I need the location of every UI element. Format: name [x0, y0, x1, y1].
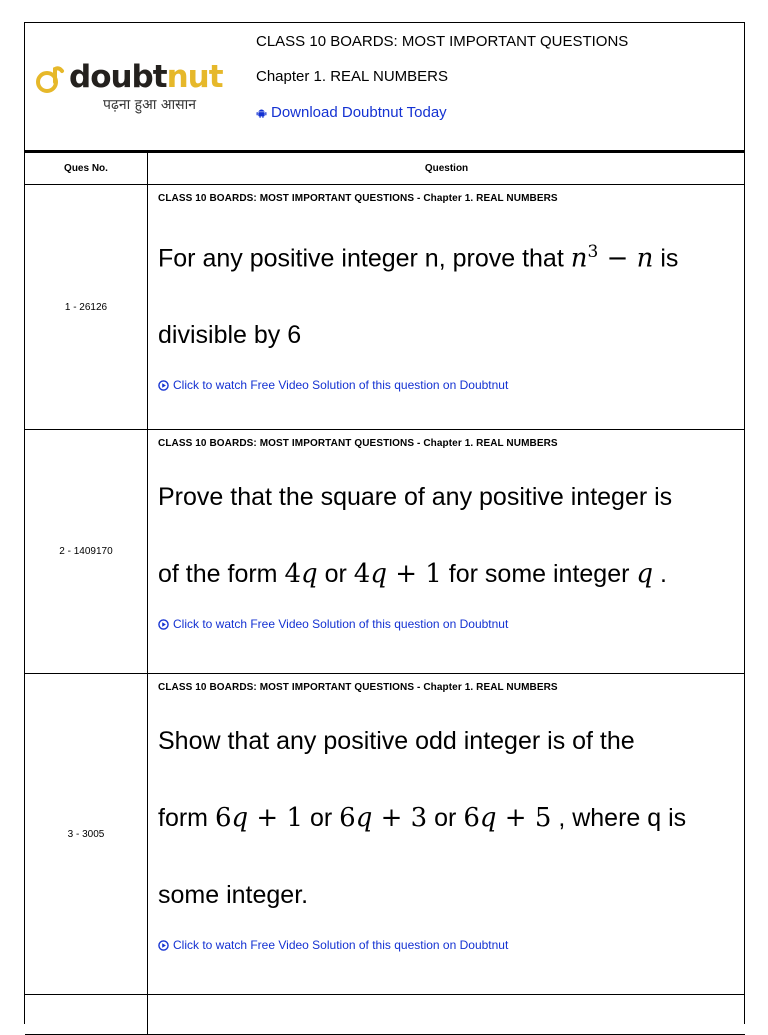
logo-wordmark: doubtnut — [69, 59, 223, 95]
play-icon — [158, 940, 169, 951]
question-cell — [148, 430, 746, 674]
question-number: 3 - 3005 — [25, 674, 148, 995]
question-source: CLASS 10 BOARDS: MOST IMPORTANT QUESTIONS - Chapter 1. REAL NUMBERS — [158, 193, 558, 204]
question-cell — [148, 674, 746, 995]
questions-table — [25, 152, 745, 1035]
video-solution-label: Click to watch Free Video Solution of this question on Doubtnut — [173, 938, 509, 952]
question-source: CLASS 10 BOARDS: MOST IMPORTANT QUESTIONS - Chapter 1. REAL NUMBERS — [158, 682, 558, 693]
video-solution-label: Click to watch Free Video Solution of this question on Doubtnut — [173, 378, 509, 393]
table-row — [25, 995, 745, 1035]
logo-tagline: पढ़ना हुआ आसान — [103, 97, 197, 113]
table-row — [25, 430, 745, 674]
question-text: For any positive integer n, prove that $n^3 - n$ is divisible by 6 — [158, 242, 679, 350]
question-number — [25, 995, 148, 1035]
download-app-link[interactable] — [256, 104, 447, 121]
question-cell — [148, 185, 746, 430]
column-header-question: Question — [148, 153, 746, 185]
document-page — [24, 22, 745, 1024]
video-solution-label: Click to watch Free Video Solution of this question on Doubtnut — [173, 617, 509, 631]
play-icon — [158, 380, 169, 391]
android-icon — [256, 107, 267, 118]
table-row — [25, 185, 745, 430]
question-cell — [148, 995, 746, 1035]
video-solution-link[interactable] — [158, 938, 735, 952]
video-solution-link[interactable] — [158, 378, 735, 392]
page-header — [25, 23, 744, 152]
doubtnut-logo-icon — [35, 65, 65, 95]
question-text: Show that any positive odd integer is of the form 6q + 1 or 6q + 3 or 6q + 5 , where q is some integer. — [158, 727, 687, 909]
column-header-number: Ques No. — [25, 153, 148, 185]
download-link-label: Download Doubtnut Today — [271, 104, 447, 121]
question-number: 2 - 1409170 — [25, 430, 148, 674]
chapter-title: Chapter 1. REAL NUMBERS — [256, 68, 449, 85]
table-row — [25, 674, 745, 995]
play-icon — [158, 619, 169, 630]
question-text: Prove that the square of any positive integer is of the form 4q or 4q + 1 for some integer q . — [158, 483, 673, 589]
question-source: CLASS 10 BOARDS: MOST IMPORTANT QUESTIONS - Chapter 1. REAL NUMBERS — [158, 438, 558, 449]
question-number: 1 - 26126 — [25, 185, 148, 430]
table-header-row — [25, 153, 745, 185]
video-solution-link[interactable] — [158, 617, 735, 631]
doubtnut-logo[interactable] — [35, 57, 235, 117]
document-title: CLASS 10 BOARDS: MOST IMPORTANT QUESTIONS — [256, 33, 629, 50]
